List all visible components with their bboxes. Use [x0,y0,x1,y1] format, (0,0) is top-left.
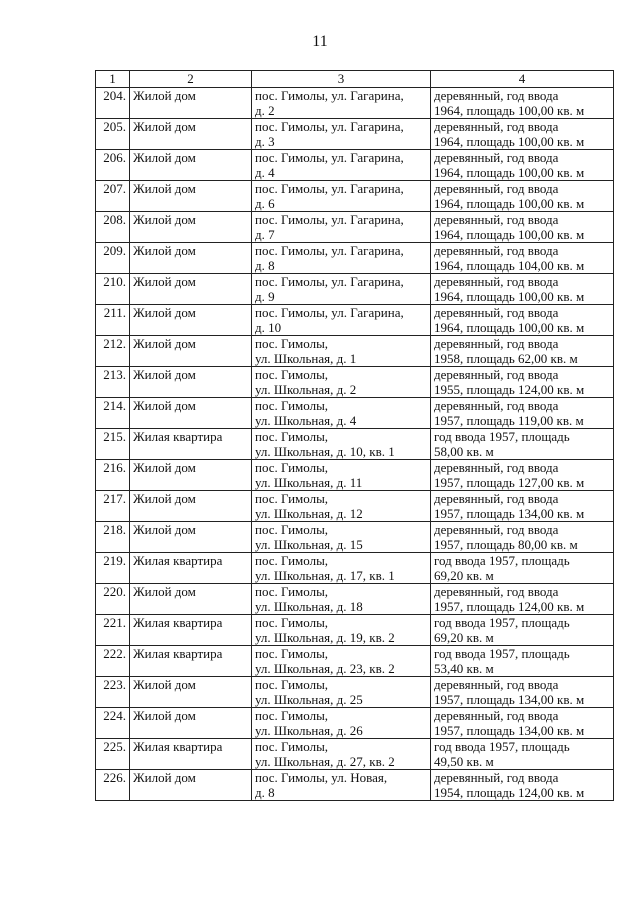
address-line: пос. Гимолы, [255,646,329,661]
description-line: деревянный, год ввода [434,708,559,723]
property-address [252,429,431,460]
description-line: 1964, площадь 100,00 кв. м [434,134,585,149]
property-description [431,584,614,615]
table-row [96,491,614,522]
address-line: ул. Школьная, д. 10, кв. 1 [255,444,395,459]
address-line: пос. Гимолы, ул. Гагарина, [255,181,404,196]
property-name: Жилая квартира [130,429,252,460]
row-number: 213. [96,367,130,398]
description-line: 1964, площадь 100,00 кв. м [434,196,585,211]
description-line: 1955, площадь 124,00 кв. м [434,382,585,397]
address-line: ул. Школьная, д. 27, кв. 2 [255,754,395,769]
address-line: д. 6 [255,196,275,211]
address-line: пос. Гимолы, ул. Гагарина, [255,305,404,320]
row-number: 215. [96,429,130,460]
property-address [252,150,431,181]
property-description [431,491,614,522]
property-description [431,615,614,646]
address-line: д. 2 [255,103,275,118]
address-line: пос. Гимолы, ул. Гагарина, [255,119,404,134]
table-row [96,119,614,150]
address-line: пос. Гимолы, [255,708,329,723]
row-number: 218. [96,522,130,553]
property-name: Жилой дом [130,243,252,274]
property-address [252,739,431,770]
property-name: Жилой дом [130,181,252,212]
property-address [252,181,431,212]
address-line: пос. Гимолы, [255,584,329,599]
property-address [252,460,431,491]
address-line: ул. Школьная, д. 23, кв. 2 [255,661,395,676]
property-description [431,739,614,770]
description-line: деревянный, год ввода [434,243,559,258]
description-line: деревянный, год ввода [434,522,559,537]
address-line: д. 3 [255,134,275,149]
property-name: Жилой дом [130,212,252,243]
property-description [431,119,614,150]
description-line: 1957, площадь 134,00 кв. м [434,692,585,707]
property-address [252,305,431,336]
property-address [252,770,431,801]
property-address [252,491,431,522]
property-name: Жилой дом [130,305,252,336]
description-line: 58,00 кв. м [434,444,494,459]
address-line: пос. Гимолы, [255,739,329,754]
address-line: пос. Гимолы, [255,615,329,630]
description-line: 1957, площадь 80,00 кв. м [434,537,578,552]
address-line: пос. Гимолы, [255,460,329,475]
property-name: Жилой дом [130,88,252,119]
property-description [431,181,614,212]
property-description [431,88,614,119]
property-address [252,336,431,367]
column-header-4: 4 [431,71,614,88]
description-line: 69,20 кв. м [434,568,494,583]
row-number: 216. [96,460,130,491]
table-row [96,88,614,119]
table-row [96,739,614,770]
table-row [96,429,614,460]
property-address [252,708,431,739]
property-description [431,646,614,677]
address-line: пос. Гимолы, ул. Гагарина, [255,150,404,165]
property-description [431,708,614,739]
property-address [252,677,431,708]
description-line: 53,40 кв. м [434,661,494,676]
table-row [96,460,614,491]
description-line: деревянный, год ввода [434,677,559,692]
property-description [431,460,614,491]
column-header-2: 2 [130,71,252,88]
description-line: 1957, площадь 127,00 кв. м [434,475,585,490]
column-header-3: 3 [252,71,431,88]
property-description [431,336,614,367]
description-line: деревянный, год ввода [434,491,559,506]
property-description [431,243,614,274]
address-line: пос. Гимолы, [255,367,329,382]
property-table [95,70,614,801]
address-line: пос. Гимолы, [255,429,329,444]
description-line: 1964, площадь 100,00 кв. м [434,103,585,118]
property-name: Жилой дом [130,770,252,801]
description-line: 1957, площадь 134,00 кв. м [434,506,585,521]
description-line: 1964, площадь 100,00 кв. м [434,289,585,304]
row-number: 209. [96,243,130,274]
property-name: Жилой дом [130,491,252,522]
property-name: Жилая квартира [130,646,252,677]
property-name: Жилой дом [130,708,252,739]
description-line: деревянный, год ввода [434,181,559,196]
row-number: 222. [96,646,130,677]
property-address [252,367,431,398]
table-body [96,88,614,801]
property-name: Жилой дом [130,460,252,491]
property-address [252,119,431,150]
table-row [96,243,614,274]
address-line: пос. Гимолы, ул. Гагарина, [255,274,404,289]
description-line: 1958, площадь 62,00 кв. м [434,351,578,366]
description-line: деревянный, год ввода [434,336,559,351]
address-line: д. 9 [255,289,275,304]
property-description [431,677,614,708]
row-number: 205. [96,119,130,150]
address-line: ул. Школьная, д. 26 [255,723,363,738]
address-line: ул. Школьная, д. 17, кв. 1 [255,568,395,583]
description-line: деревянный, год ввода [434,398,559,413]
property-description [431,522,614,553]
property-address [252,615,431,646]
property-description [431,305,614,336]
property-name: Жилая квартира [130,739,252,770]
description-line: 1964, площадь 100,00 кв. м [434,320,585,335]
description-line: 1957, площадь 124,00 кв. м [434,599,585,614]
address-line: ул. Школьная, д. 19, кв. 2 [255,630,395,645]
address-line: пос. Гимолы, [255,522,329,537]
table-row [96,646,614,677]
address-line: д. 7 [255,227,275,242]
property-address [252,88,431,119]
table-row [96,522,614,553]
description-line: деревянный, год ввода [434,150,559,165]
description-line: деревянный, год ввода [434,305,559,320]
property-description [431,212,614,243]
page-number: 11 [312,33,328,50]
row-number: 219. [96,553,130,584]
row-number: 210. [96,274,130,305]
description-line: 1964, площадь 104,00 кв. м [434,258,585,273]
description-line: деревянный, год ввода [434,88,559,103]
row-number: 220. [96,584,130,615]
description-line: деревянный, год ввода [434,367,559,382]
address-line: пос. Гимолы, ул. Новая, [255,770,388,785]
property-address [252,274,431,305]
property-name: Жилая квартира [130,553,252,584]
address-line: ул. Школьная, д. 4 [255,413,357,428]
address-line: д. 10 [255,320,282,335]
row-number: 226. [96,770,130,801]
table-row [96,770,614,801]
property-address [252,398,431,429]
description-line: 1957, площадь 134,00 кв. м [434,723,585,738]
description-line: год ввода 1957, площадь [434,739,570,754]
table-row [96,615,614,646]
address-line: ул. Школьная, д. 2 [255,382,357,397]
property-address [252,522,431,553]
table-row [96,305,614,336]
property-description [431,770,614,801]
description-line: год ввода 1957, площадь [434,429,570,444]
description-line: год ввода 1957, площадь [434,646,570,661]
row-number: 211. [96,305,130,336]
description-line: деревянный, год ввода [434,584,559,599]
property-name: Жилой дом [130,367,252,398]
row-number: 224. [96,708,130,739]
table-row [96,584,614,615]
property-description [431,398,614,429]
table-header-row [96,71,614,88]
address-line: пос. Гимолы, [255,677,329,692]
description-line: год ввода 1957, площадь [434,553,570,568]
property-address [252,212,431,243]
description-line: 49,50 кв. м [434,754,494,769]
address-line: ул. Школьная, д. 25 [255,692,363,707]
address-line: д. 8 [255,258,275,273]
address-line: пос. Гимолы, ул. Гагарина, [255,212,404,227]
address-line: пос. Гимолы, [255,336,329,351]
table-row [96,336,614,367]
address-line: ул. Школьная, д. 1 [255,351,357,366]
row-number: 208. [96,212,130,243]
property-description [431,429,614,460]
property-name: Жилой дом [130,150,252,181]
row-number: 207. [96,181,130,212]
description-line: 69,20 кв. м [434,630,494,645]
address-line: ул. Школьная, д. 15 [255,537,363,552]
property-name: Жилой дом [130,584,252,615]
property-name: Жилой дом [130,522,252,553]
property-name: Жилой дом [130,274,252,305]
row-number: 217. [96,491,130,522]
property-name: Жилой дом [130,398,252,429]
table-row [96,367,614,398]
property-address [252,646,431,677]
row-number: 221. [96,615,130,646]
description-line: деревянный, год ввода [434,770,559,785]
row-number: 214. [96,398,130,429]
description-line: 1954, площадь 124,00 кв. м [434,785,585,800]
property-description [431,150,614,181]
table-row [96,398,614,429]
description-line: 1957, площадь 119,00 кв. м [434,413,584,428]
property-name: Жилой дом [130,336,252,367]
property-name: Жилая квартира [130,615,252,646]
address-line: ул. Школьная, д. 11 [255,475,363,490]
property-address [252,553,431,584]
row-number: 212. [96,336,130,367]
column-header-1: 1 [96,71,130,88]
address-line: ул. Школьная, д. 12 [255,506,363,521]
property-description [431,274,614,305]
table-row [96,553,614,584]
table-row [96,212,614,243]
address-line: пос. Гимолы, [255,553,329,568]
table-row [96,181,614,212]
property-name: Жилой дом [130,677,252,708]
row-number: 223. [96,677,130,708]
property-address [252,584,431,615]
property-description [431,553,614,584]
row-number: 204. [96,88,130,119]
address-line: д. 8 [255,785,275,800]
address-line: д. 4 [255,165,275,180]
table-row [96,708,614,739]
address-line: пос. Гимолы, [255,491,329,506]
table-row [96,677,614,708]
table-row [96,150,614,181]
property-description [431,367,614,398]
description-line: деревянный, год ввода [434,274,559,289]
description-line: деревянный, год ввода [434,212,559,227]
address-line: пос. Гимолы, [255,398,329,413]
description-line: 1964, площадь 100,00 кв. м [434,165,585,180]
address-line: ул. Школьная, д. 18 [255,599,363,614]
address-line: пос. Гимолы, ул. Гагарина, [255,88,404,103]
row-number: 206. [96,150,130,181]
description-line: деревянный, год ввода [434,119,559,134]
row-number: 225. [96,739,130,770]
address-line: пос. Гимолы, ул. Гагарина, [255,243,404,258]
table-row [96,274,614,305]
property-address [252,243,431,274]
description-line: год ввода 1957, площадь [434,615,570,630]
description-line: 1964, площадь 100,00 кв. м [434,227,585,242]
property-name: Жилой дом [130,119,252,150]
description-line: деревянный, год ввода [434,460,559,475]
